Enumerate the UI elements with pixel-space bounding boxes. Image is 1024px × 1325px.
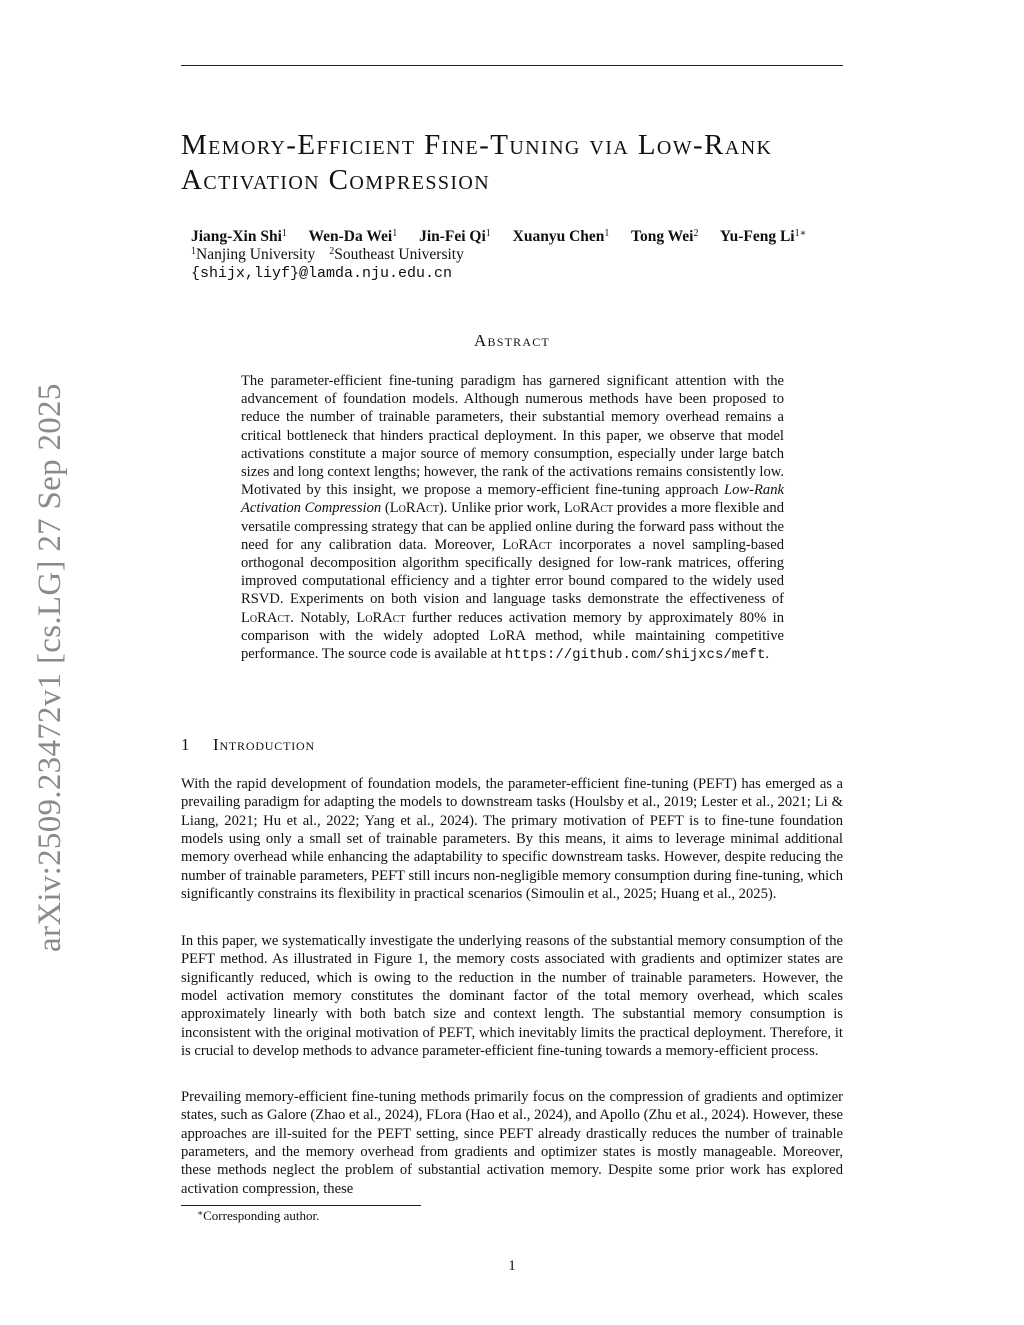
affil-mark: 2 [329, 246, 335, 257]
body-paragraph: Prevailing memory-efficient fine-tuning methods primarily focus on the compression of gradients and optimizer states, such as Galore (Zhao et al., 2024), FLora (Hao et al., 2024), and Apollo (Zhu et al., 2024). However, these approaches are ill-suited for the PEFT setting, since PEFT already drastically reduces the number of trainable parameters, and the memory overhead from gradients and optimizer states is mostly manageable. Moreover, these methods neglect the problem of substantial activation memory. Despite some prior work has explored activation compression, these [181, 1089, 843, 1197]
affiliation-name: Nanjing University [196, 246, 316, 263]
method-name: LoRAct [563, 500, 614, 517]
author-affil-mark: 1 [281, 228, 287, 239]
author-affil-mark: 2 [693, 228, 699, 239]
title-line-2: Activation Compression [181, 164, 491, 196]
affiliation-name: Southeast University [334, 246, 464, 263]
footnote-text: Corresponding author. [203, 1208, 320, 1223]
author [720, 228, 807, 245]
paper-title [181, 128, 871, 198]
author-name: Xuanyu Chen [512, 228, 605, 245]
author [631, 228, 698, 245]
method-name: LoRAct [502, 536, 552, 553]
author [513, 228, 610, 245]
title-line-1: Memory-Efficient Fine-Tuning via Low-Rank [181, 129, 773, 161]
abstract-segment: The parameter-efficient fine-tuning paradigm has garnered significant attention with the advancement of foundation models. Although numerous methods have been proposed to reduce the number of trainable parameters, their substantial memory overhead remains a critical bottleneck that hinders practical deployment. In this paper, we observe that model activations constitute a major source of memory consumption, especially under large batch sizes and long context lengths; however, the rank of the activations remains consistently low. Motivated by this insight, we propose a memory-efficient fine-tuning approach [241, 373, 784, 499]
abstract-segment: . Notably, [290, 609, 350, 626]
abstract-segment: ). Unlike prior work, [438, 500, 561, 517]
section-number: 1 [181, 735, 191, 754]
abstract-segment: provides a more flexible and versatile compressing strategy that can be applied online during the forward pass without the need for any calibration data. Moreover, [241, 500, 784, 553]
code-link[interactable]: https://github.com/shijxcs/meft [504, 647, 766, 664]
abstract-segment: further reduces activation memory by approximately 80% in comparison with the widely adopted LoRA method, while maintaining competitive performance. The source code is available at [241, 609, 784, 663]
author-name: Jin-Fei Qi [419, 228, 486, 245]
abstract-text: The parameter-efficient fine-tuning paradigm has garnered significant attention with the advancement of foundation models. Although numerous methods have been proposed to reduce the number of trainable parameters, their substantial memory overhead remains a critical bottleneck that hinders practical deployment. In this paper, we observe that model activations constitute a major source of memory consumption, especially under large batch sizes and long context lengths; however, the rank of the activations remains consistently low. Motivated by this insight, we propose a memory-efficient fine-tuning approach Low-Rank Activation Compression (LoRAct). Unlike prior work, LoRAct provides a more flexible and versatile compressing strategy that can be applied online during the forward pass without the need for any calibration data. Moreover, LoRAct incorporates a novel sampling-based orthogonal decomposition algorithm specifically designed for low-rank matrices, offering improved computational efficiency and a tighter error bound compared to the widely used RSVD. Experiments on both vision and language tasks demonstrate the effectiveness of LoRAct. Notably, LoRAct further reduces activation memory by approximately 80% in comparison with the widely adopted LoRA method, while maintaining competitive performance. The source code is available at https://github.com/shijxcs/meft. [241, 373, 785, 664]
affil-mark: 1 [191, 246, 196, 257]
section-title: Introduction [213, 735, 315, 754]
footnote [197, 1208, 319, 1224]
footnote-mark: ∗ [197, 1208, 204, 1218]
method-full-name: Low-Rank Activation Compression [241, 482, 785, 517]
author-name: Jiang-Xin Shi [191, 228, 282, 245]
method-name: LoRAct [241, 609, 291, 626]
author-name: Yu-Feng Li [719, 228, 795, 245]
author-affil-mark: 1 [392, 228, 398, 239]
arxiv-stamp[interactable]: arXiv:2509.23472v1 [cs.LG] 27 Sep 2025 [32, 383, 68, 952]
author-affil-mark: 1 [604, 228, 610, 239]
affiliations [191, 246, 464, 264]
body-paragraph: With the rapid development of foundation models, the parameter-efficient fine-tuning (PEFT) has emerged as a prevailing paradigm for adapting the models to downstream tasks (Houlsby et al., 2019; Lester et al., 2021; Li & Liang, 2021; Hu et al., 2022; Yang et al., 2024). The primary motivation of PEFT is to fine-tune foundation models using only a small set of trainable parameters. By this means, it aims to leverage minimal additional memory overhead while enhancing the adaptability to specific downstream tasks. However, despite reducing the number of trainable parameters, PEFT still incurs non-negligible memory consumption during fine-tuning, which significantly constrains its flexibility in practical scenarios (Simoulin et al., 2025; Huang et al., 2025). [181, 776, 843, 903]
section-heading [181, 735, 315, 755]
author-name: Tong Wei [631, 228, 694, 245]
author-affil-mark: 1∗ [794, 228, 807, 239]
top-rule [181, 65, 843, 66]
author-list [191, 228, 824, 246]
abstract-heading: Abstract [474, 331, 550, 350]
author-name: Wen-Da Wei [308, 228, 393, 245]
method-name: LoRAct [356, 609, 406, 626]
author [419, 228, 491, 245]
body-paragraph: In this paper, we systematically investigate the underlying reasons of the substantial memory consumption of the PEFT method. As illustrated in Figure 1, the memory costs associated with gradients and optimizer states are significantly reduced, which is owing to the reduction in the number of trainable parameters. However, the model activation memory constitutes the dominant factor of the total memory overhead, which scales approximately linearly with both batch size and context length. The substantial memory consumption is inconsistent with the original motivation of PEFT, which inevitably limits the practical deployment. Therefore, it is crucial to develop methods to advance parameter-efficient fine-tuning towards a memory-efficient process. [181, 933, 843, 1060]
author-affil-mark: 1 [485, 228, 491, 239]
abstract-segment: incorporates a novel sampling-based orthogonal decomposition algorithm specifically designed for low-rank matrices, offering improved computational efficiency and a tighter error bound compared to the widely used RSVD. Experiments on both vision and language tasks demonstrate the effectiveness of [241, 536, 785, 608]
footnote-rule [181, 1205, 421, 1206]
author-emails[interactable]: {shijx,liyf}@lamda.nju.edu.cn [191, 265, 453, 282]
page-number: 1 [508, 1258, 516, 1274]
author [191, 228, 287, 245]
author [309, 228, 398, 245]
method-name: LoRAct [389, 500, 439, 517]
